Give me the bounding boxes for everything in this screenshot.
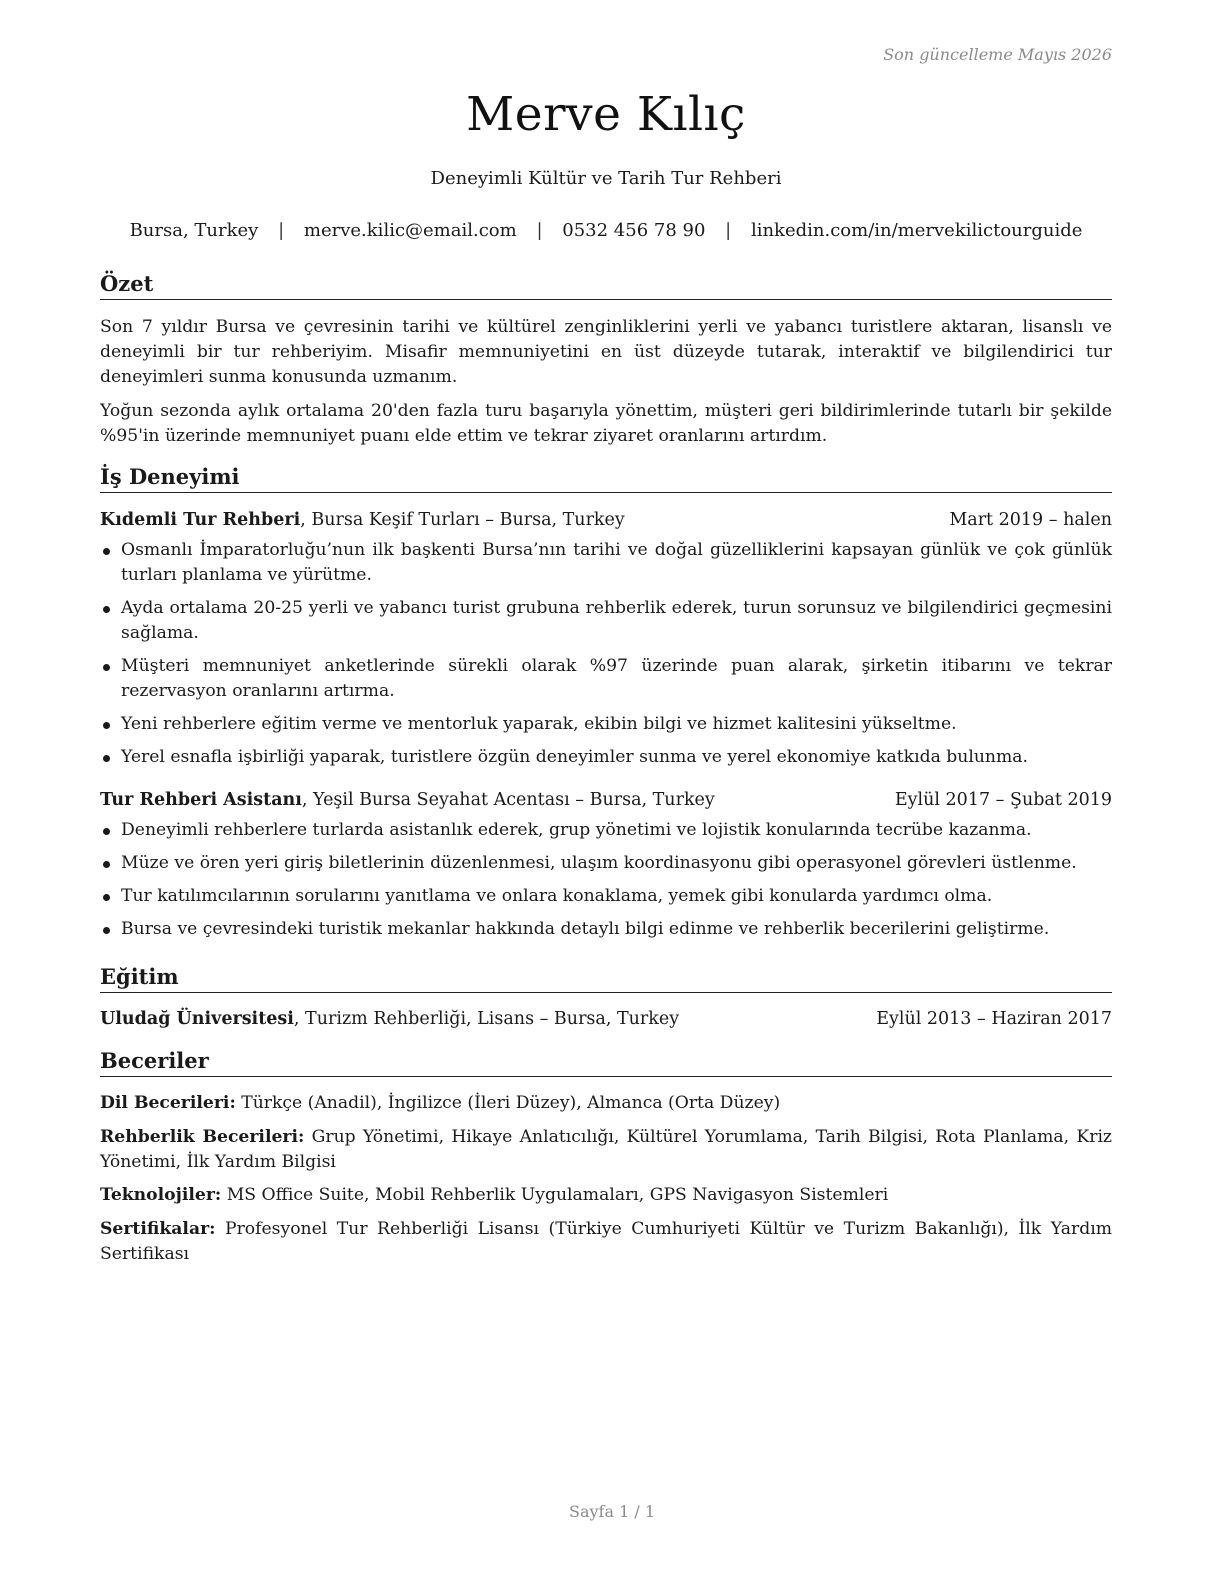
page-number: Sayfa 1 / 1 xyxy=(568,1502,655,1521)
job-header xyxy=(100,788,1112,812)
list-item: Ayda ortalama 20-25 yerli ve yabancı turist grubuna rehberlik ederek, turun sorunsuz ve bilgilendirici geçmesini sağlama. xyxy=(100,596,1112,646)
job-org: , Yeşil Bursa Seyahat Acentası – Bursa, Turkey xyxy=(301,790,715,810)
education-entry xyxy=(100,1007,1112,1031)
skill-label: Teknolojiler: xyxy=(100,1185,222,1205)
list-item: Tur katılımcılarının sorularını yanıtlama ve onlara konaklama, yemek gibi konularda yardımcı olma. xyxy=(100,884,1112,909)
skill-label: Rehberlik Becerileri: xyxy=(100,1127,305,1147)
last-updated: Son güncelleme Mayıs 2026 xyxy=(883,45,1112,64)
job-bullet-list xyxy=(100,818,1112,950)
skill-value: Türkçe (Anadil), İngilizce (İleri Düzey), Almanca (Orta Düzey) xyxy=(235,1093,781,1113)
list-item: Osmanlı İmparatorluğu’nun ilk başkenti Bursa’nın tarihi ve doğal güzelliklerini kapsayan günlük ve çok günlük turları planlama ve yürütme. xyxy=(100,538,1112,588)
job-role: Kıdemli Tur Rehberi xyxy=(100,510,301,530)
job-bullet-list xyxy=(100,538,1112,778)
job-title-org xyxy=(100,508,625,532)
contact-linkedin[interactable]: linkedin.com/in/mervekilictourguide xyxy=(750,220,1083,241)
list-item: Deneyimli rehberlere turlarda asistanlık ederek, grup yönetimi ve lojistik konularında tecrübe kazanma. xyxy=(100,818,1112,843)
skill-value: MS Office Suite, Mobil Rehberlik Uygulamaları, GPS Navigasyon Sistemleri xyxy=(221,1185,889,1205)
skill-line xyxy=(100,1091,1112,1116)
skill-line xyxy=(100,1183,1112,1208)
contact-email[interactable]: merve.kilic@email.com xyxy=(303,220,517,241)
skill-line xyxy=(100,1125,1112,1175)
job-header xyxy=(100,508,1112,532)
summary-paragraph: Son 7 yıldır Bursa ve çevresinin tarihi ve kültürel zenginliklerini yerli ve yabancı turistlere aktaran, lisanslı ve deneyimli bir tur rehberiyim. Misafir memnuniyetini en üst düzeyde tutarak, interaktif ve bilgilendirici tur deneyimleri sunma konusunda uzmanım. xyxy=(100,317,1112,387)
skill-line xyxy=(100,1217,1112,1267)
list-item: Yeni rehberlere eğitim verme ve mentorluk yaparak, ekibin bilgi ve hizmet kalitesini yükseltme. xyxy=(100,712,1112,737)
job-dates: Eylül 2017 – Şubat 2019 xyxy=(894,790,1112,810)
contact-separator: | xyxy=(725,220,732,241)
education-school: Uludağ Üniversitesi xyxy=(100,1009,294,1029)
contact-phone: 0532 456 78 90 xyxy=(562,220,706,241)
section-heading-education: Eğitim xyxy=(100,963,1112,993)
section-heading-summary: Özet xyxy=(100,270,1112,300)
skill-value: Grup Yönetimi, Hikaye Anlatıcılığı, Kültürel Yorumlama, Tarih Bilgisi, Rota Planlama, Kriz Yönetimi, İlk Yardım Bilgisi xyxy=(100,1127,1112,1172)
list-item: Müze ve ören yeri giriş biletlerinin düzenlenmesi, ulaşım koordinasyonu gibi operasyonel görevleri üstlenme. xyxy=(100,851,1112,876)
contact-line xyxy=(100,220,1112,241)
education-dates: Eylül 2013 – Haziran 2017 xyxy=(876,1009,1112,1029)
list-item: Yerel esnafla işbirliği yaparak, turistlere özgün deneyimler sunma ve yerel ekonomiye katkıda bulunma. xyxy=(100,745,1112,770)
contact-separator: | xyxy=(278,220,285,241)
skill-label: Sertifikalar: xyxy=(100,1219,216,1239)
job-dates: Mart 2019 – halen xyxy=(949,510,1112,530)
education-school-detail xyxy=(100,1007,679,1031)
section-heading-skills: Beceriler xyxy=(100,1047,1112,1077)
contact-separator: | xyxy=(536,220,543,241)
skill-label: Dil Becerileri: xyxy=(100,1093,236,1113)
job-org: , Bursa Keşif Turları – Bursa, Turkey xyxy=(300,510,625,530)
candidate-title: Deneyimli Kültür ve Tarih Tur Rehberi xyxy=(430,168,782,189)
list-item: Bursa ve çevresindeki turistik mekanlar hakkında detaylı bilgi edinme ve rehberlik becerilerini geliştirme. xyxy=(100,917,1112,942)
summary-paragraph: Yoğun sezonda aylık ortalama 20'den fazla turu başarıyla yönettim, müşteri geri bildirimlerinde tutarlı bir şekilde %95'in üzerinde memnuniyet puanı elde ettim ve tekrar ziyaret oranlarını artırdım. xyxy=(100,401,1112,446)
contact-location: Bursa, Turkey xyxy=(129,220,259,241)
job-role: Tur Rehberi Asistanı xyxy=(100,790,302,810)
resume-page xyxy=(100,0,1112,1584)
job-title-org xyxy=(100,788,715,812)
candidate-name: Merve Kılıç xyxy=(466,87,746,142)
education-detail: , Turizm Rehberliği, Lisans – Bursa, Turkey xyxy=(293,1009,680,1029)
list-item: Müşteri memnuniyet anketlerinde sürekli olarak %97 üzerinde puan alarak, şirketin itibarını ve tekrar rezervasyon oranlarını artırma. xyxy=(100,654,1112,704)
skill-value: Profesyonel Tur Rehberliği Lisansı (Türkiye Cumhuriyeti Kültür ve Turizm Bakanlığı), İlk Yardım Sertifikası xyxy=(100,1219,1112,1264)
section-heading-experience: İş Deneyimi xyxy=(100,463,1112,493)
